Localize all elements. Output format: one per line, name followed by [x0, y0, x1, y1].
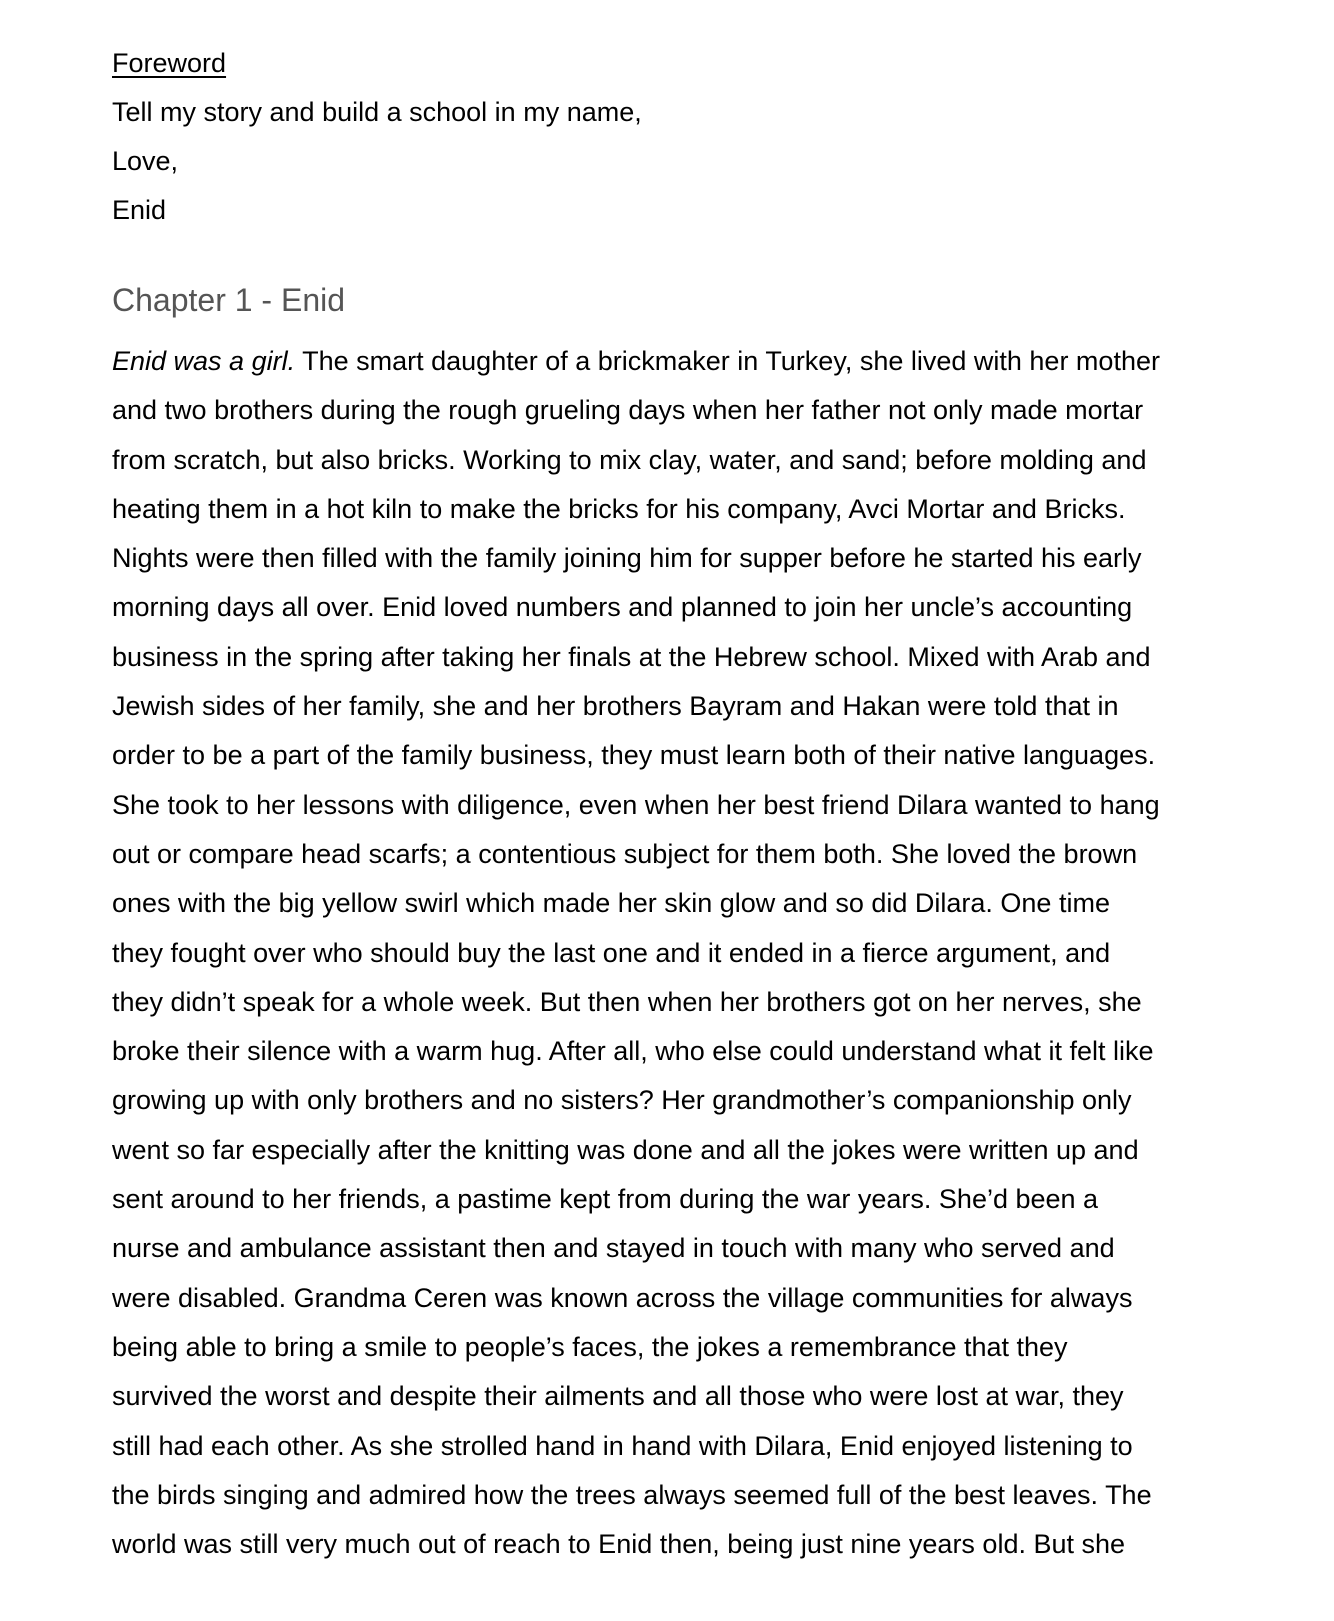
paragraph-line: they didn’t speak for a whole week. But then when her brothers got on her nerves, she — [112, 986, 1142, 1017]
paragraph-line: world was still very much out of reach to Enid then, being just nine years old. But she — [112, 1529, 1126, 1560]
paragraph-line: nurse and ambulance assistant then and stayed in touch with many who served and — [112, 1233, 1115, 1264]
italic-opening: Enid was a girl. — [112, 346, 296, 376]
paragraph-line: order to be a part of the family business, they must learn both of their native languages. — [112, 740, 1156, 771]
foreword-signature: Enid — [112, 195, 167, 225]
paragraph-line: the birds singing and admired how the trees always seemed full of the best leaves. The — [112, 1479, 1152, 1510]
paragraph-line: morning days all over. Enid loved numbers and planned to join her uncle’s accounting — [112, 592, 1133, 623]
paragraph-line: being able to bring a smile to people’s faces, the jokes a remembrance that they — [112, 1331, 1068, 1362]
paragraph-line: out or compare head scarfs; a contentious subject for them both. She loved the brown — [112, 838, 1138, 869]
paragraph-line: growing up with only brothers and no sisters? Her grandmother’s companionship only — [112, 1085, 1132, 1116]
paragraph-line: from scratch, but also bricks. Working to mix clay, water, and sand; before molding and — [112, 444, 1147, 475]
chapter-body — [112, 345, 1232, 1577]
paragraph-line: still had each other. As she strolled hand in hand with Dilara, Enid enjoyed listening to — [112, 1430, 1133, 1461]
foreword-line: Tell my story and build a school in my name, — [112, 97, 642, 127]
paragraph-line: business in the spring after taking her finals at the Hebrew school. Mixed with Arab and — [112, 641, 1151, 672]
paragraph-line: Nights were then filled with the family joining him for supper before he started his early — [112, 543, 1142, 574]
paragraph-line — [112, 345, 1232, 394]
paragraph-line: broke their silence with a warm hug. After all, who else could understand what it felt like — [112, 1036, 1154, 1067]
chapter-title: Chapter 1 - Enid — [112, 282, 346, 318]
paragraph-line: survived the worst and despite their ailments and all those who were lost at war, they — [112, 1381, 1124, 1412]
paragraph-line: heating them in a hot kiln to make the bricks for his company, Avci Mortar and Bricks. — [112, 493, 1126, 524]
paragraph-line: ones with the big yellow swirl which made her skin glow and so did Dilara. One time — [112, 888, 1110, 919]
paragraph-text: The smart daughter of a brickmaker in Turkey, she lived with her mother — [295, 346, 1160, 376]
paragraph-line: sent around to her friends, a pastime kept from during the war years. She’d been a — [112, 1184, 1099, 1215]
paragraph-line: and two brothers during the rough grueling days when her father not only made mortar — [112, 395, 1144, 426]
foreword-heading: Foreword — [112, 48, 227, 78]
paragraph-line: went so far especially after the knitting was done and all the jokes were written up and — [112, 1134, 1139, 1165]
foreword-line: Love, — [112, 146, 179, 176]
paragraph-line: were disabled. Grandma Ceren was known across the village communities for always — [112, 1282, 1133, 1313]
paragraph-line: She took to her lessons with diligence, even when her best friend Dilara wanted to hang — [112, 789, 1160, 820]
paragraph-line: Jewish sides of her family, she and her brothers Bayram and Hakan were told that in — [112, 691, 1119, 722]
paragraph-line: they fought over who should buy the last one and it ended in a fierce argument, and — [112, 937, 1111, 968]
